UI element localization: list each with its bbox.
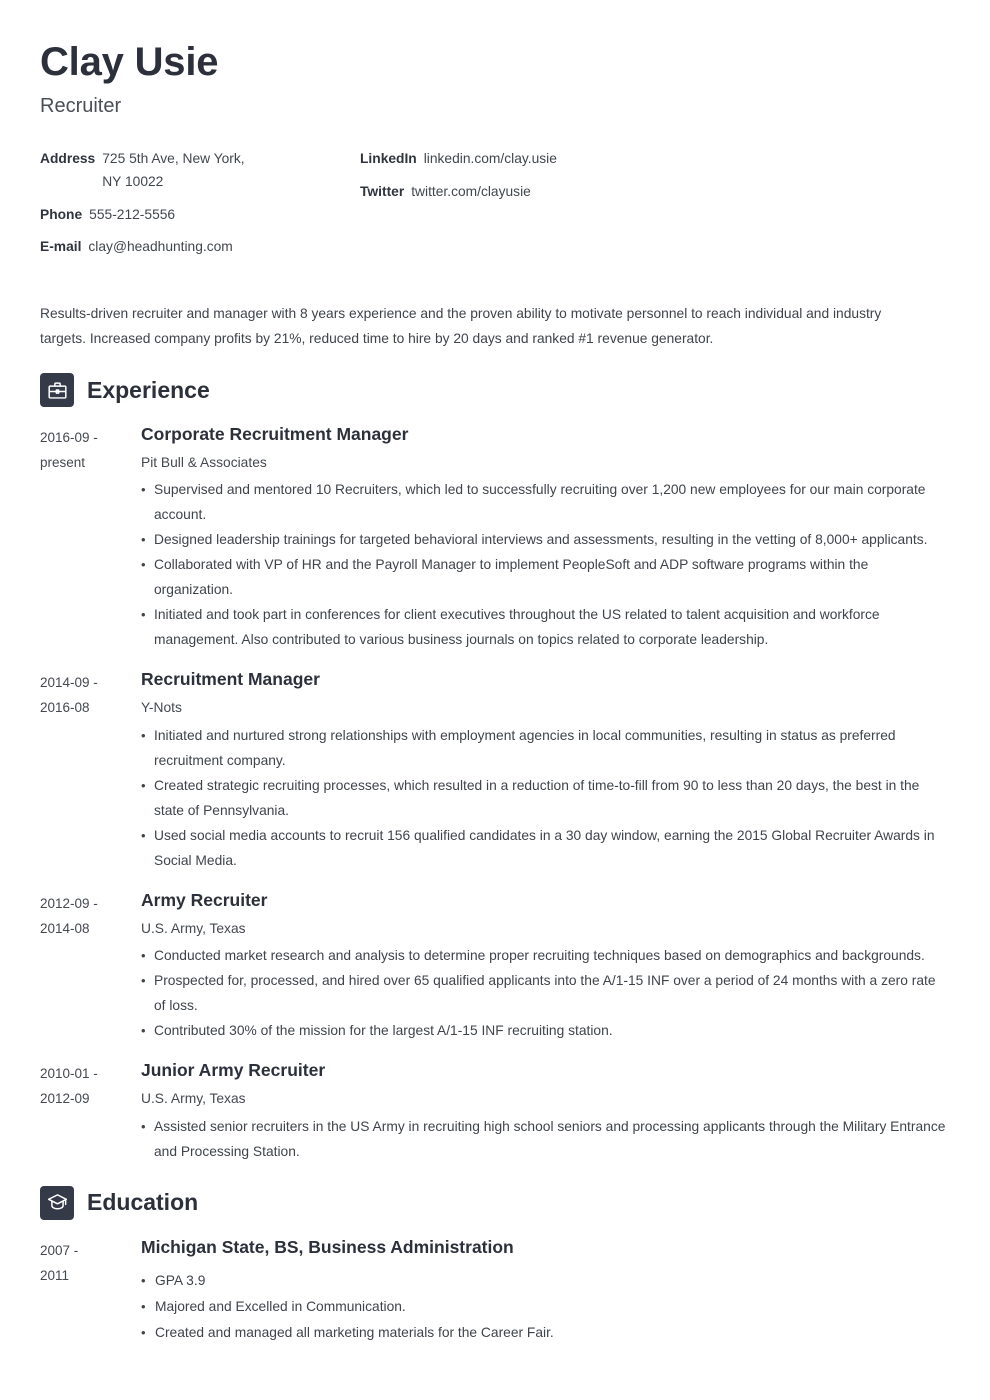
candidate-job-title: Recruiter bbox=[40, 95, 122, 117]
entry-job-title: Army Recruiter bbox=[141, 889, 268, 910]
contact-column-left bbox=[40, 148, 360, 269]
entry-bullet-list bbox=[141, 1268, 950, 1346]
entry-bullet: • GPA 3.9 bbox=[141, 1268, 950, 1294]
entry-bullet: • Used social media accounts to recruit 156 qualified candidates in a 30 day window, earning the 2015 Global Recruiter Awards in Social Media. bbox=[141, 823, 950, 873]
entry-job-title: Corporate Recruitment Manager bbox=[141, 424, 409, 444]
entry-bullet-list bbox=[141, 477, 950, 652]
entry-date-end: 2016-08 bbox=[40, 700, 90, 716]
entry-organization: U.S. Army, Texas bbox=[141, 1091, 246, 1107]
entry-bullet: • Supervised and mentored 10 Recruiters, which led to successfully recruiting over 1,200 new employees for our main corporate account. bbox=[141, 477, 950, 527]
contact-phone-value[interactable]: 555-212-5556 bbox=[89, 206, 176, 222]
contact-phone bbox=[40, 204, 360, 227]
experience-entry bbox=[40, 1059, 950, 1163]
graduation-cap-icon bbox=[40, 1186, 74, 1220]
entry-body bbox=[141, 889, 950, 1043]
entry-dates bbox=[40, 1059, 141, 1111]
entry-body bbox=[141, 1059, 950, 1163]
entry-date-start: 2010-01 - bbox=[40, 1066, 98, 1082]
entry-bullet: • Assisted senior recruiters in the US Army in recruiting high school seniors and processing applicants through the Military Entrance and Processing Station. bbox=[141, 1114, 950, 1164]
entry-bullet: • Collaborated with VP of HR and the Payroll Manager to implement PeopleSoft and ADP software programs within the organization. bbox=[141, 552, 950, 602]
entry-dates bbox=[40, 889, 141, 941]
contact-address-label: Address bbox=[40, 151, 96, 166]
entry-organization: Pit Bull & Associates bbox=[141, 454, 267, 470]
entry-organization: U.S. Army, Texas bbox=[141, 920, 246, 936]
entry-bullet: • Initiated and nurtured strong relationships with employment agencies in local communities, resulting in status as preferred recruitment company. bbox=[141, 723, 950, 773]
entry-dates bbox=[40, 423, 141, 475]
contact-twitter-value[interactable]: twitter.com/clayusie bbox=[411, 183, 531, 199]
entry-degree-title: Michigan State, BS, Business Administration bbox=[141, 1236, 514, 1257]
education-entries bbox=[40, 1236, 950, 1346]
contact-column-right bbox=[360, 148, 780, 214]
contact-address-line1: 725 5th Ave, New York, bbox=[102, 151, 245, 166]
entry-body bbox=[141, 668, 950, 872]
experience-entry bbox=[40, 423, 950, 652]
entry-bullet: • Designed leadership trainings for targeted behavioral interviews and assessments, resulting in the vetting of 8,000+ applicants. bbox=[141, 527, 950, 552]
entry-date-end: 2012-09 bbox=[40, 1091, 90, 1107]
entry-bullet: • Created and managed all marketing materials for the Career Fair. bbox=[141, 1320, 950, 1346]
entry-bullet: • Prospected for, processed, and hired over 65 qualified applicants into the A/1-15 INF over a period of 24 months with a zero rate of loss. bbox=[141, 968, 950, 1018]
contact-linkedin-label: LinkedIn bbox=[360, 151, 417, 166]
contact-twitter bbox=[360, 181, 780, 204]
contact-address-value bbox=[102, 148, 244, 194]
contact-twitter-label: Twitter bbox=[360, 183, 405, 199]
entry-date-end: present bbox=[40, 455, 86, 470]
entry-date-end: 2014-08 bbox=[40, 920, 90, 936]
entry-bullet: • Contributed 30% of the mission for the largest A/1-15 INF recruiting station. bbox=[141, 1018, 950, 1043]
candidate-name: Clay Usie bbox=[40, 40, 219, 84]
entry-bullet-list bbox=[141, 943, 950, 1043]
entry-dates bbox=[40, 668, 141, 720]
section-header-experience bbox=[40, 373, 950, 407]
entry-bullet-list bbox=[141, 1114, 950, 1164]
education-entry bbox=[40, 1236, 950, 1346]
section-title-education: Education bbox=[87, 1189, 199, 1216]
contact-email bbox=[40, 236, 360, 259]
entry-bullet: • Created strategic recruiting processes, which resulted in a reduction of time-to-fill from 90 to less than 20 days, the best in the state of Pennsylvania. bbox=[141, 773, 950, 823]
entry-date-start: 2014-09 - bbox=[40, 675, 98, 691]
entry-date-start: 2016-09 - bbox=[40, 430, 98, 445]
experience-entries bbox=[40, 423, 950, 1164]
briefcase-icon bbox=[40, 373, 74, 407]
entry-date-start: 2007 - bbox=[40, 1242, 79, 1258]
entry-bullet: • Majored and Excelled in Communication. bbox=[141, 1294, 950, 1320]
contact-linkedin-value[interactable]: linkedin.com/clay.usie bbox=[423, 151, 557, 166]
entry-body bbox=[141, 423, 950, 652]
section-header-education bbox=[40, 1186, 950, 1220]
contact-email-label: E-mail bbox=[40, 239, 82, 255]
professional-summary: Results-driven recruiter and manager with 8 years experience and the proven ability to motivate personnel to reach individual and industry targets. Increased company profits by 21%, reduced time to hire by 20 days and ranked #1 revenue generator. bbox=[40, 306, 882, 346]
entry-body bbox=[141, 1236, 950, 1346]
entry-job-title: Recruitment Manager bbox=[141, 669, 320, 690]
entry-bullet: • Initiated and took part in conferences for client executives throughout the US related to talent acquisition and workforce management. Also contributed to various business journals on topics related to corporate leadership. bbox=[141, 602, 950, 652]
experience-entry bbox=[40, 889, 950, 1043]
entry-job-title: Junior Army Recruiter bbox=[141, 1060, 326, 1081]
entry-dates bbox=[40, 1236, 141, 1288]
contact-address-line2: NY 10022 bbox=[102, 173, 164, 189]
contact-email-value[interactable]: clay@headhunting.com bbox=[88, 239, 233, 255]
experience-entry bbox=[40, 668, 950, 872]
contact-linkedin bbox=[360, 148, 780, 171]
entry-bullet: • Conducted market research and analysis to determine proper recruiting techniques based on demographics and backgrounds. bbox=[141, 943, 950, 968]
contact-phone-label: Phone bbox=[40, 206, 83, 222]
entry-bullet-list bbox=[141, 723, 950, 873]
entry-date-end: 2011 bbox=[40, 1267, 70, 1283]
contact-address bbox=[40, 148, 360, 194]
entry-organization: Y-Nots bbox=[141, 700, 182, 716]
contact-details bbox=[40, 148, 950, 269]
entry-date-start: 2012-09 - bbox=[40, 895, 98, 911]
section-title-experience: Experience bbox=[87, 376, 210, 403]
